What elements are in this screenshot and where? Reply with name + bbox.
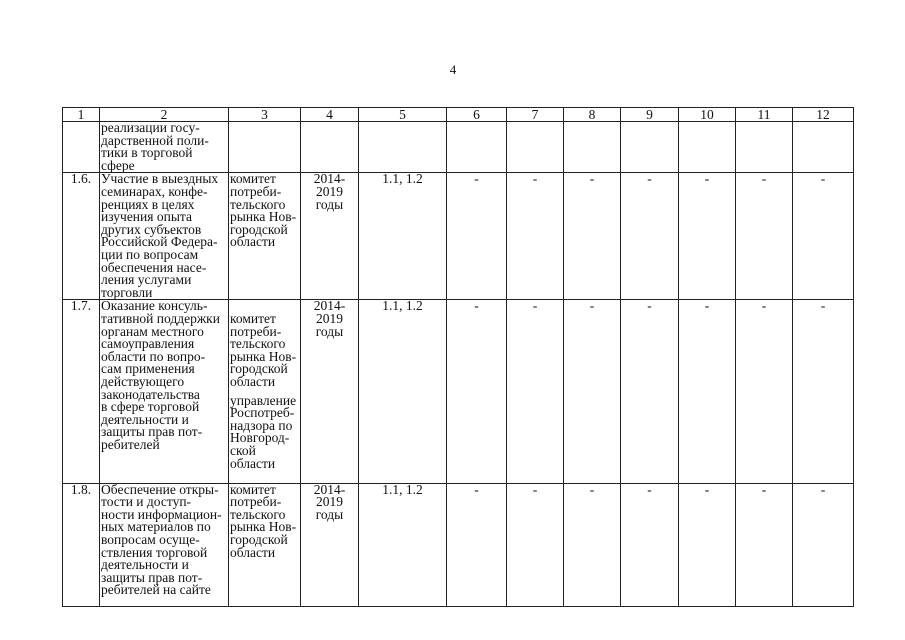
- header-cell: 9: [621, 108, 679, 122]
- item-value: -: [564, 483, 621, 606]
- item-description: Оказание консуль- тативной поддержки органам местного самоуправления области по вопро- сам применения действующего законодательства в сфере торговой деятельности и защиты прав пот- ребителей: [100, 300, 229, 483]
- item-value: -: [564, 173, 621, 300]
- header-cell: 4: [301, 108, 359, 122]
- item-executor: [229, 300, 301, 483]
- item-executor: комитет потреби- тельского рынка Нов- городской области: [229, 173, 301, 300]
- item-value: -: [736, 300, 793, 483]
- item-value: -: [736, 173, 793, 300]
- item-value: -: [507, 300, 564, 483]
- item-period: 2014- 2019 годы: [301, 483, 359, 606]
- item-value: -: [447, 483, 507, 606]
- table-row: [63, 173, 854, 300]
- header-cell: 2: [100, 108, 229, 122]
- program-table: [62, 107, 854, 607]
- item-value: -: [679, 173, 736, 300]
- item-value: -: [507, 483, 564, 606]
- item-value: -: [447, 173, 507, 300]
- item-period: 2014- 2019 годы: [301, 173, 359, 300]
- header-row: [63, 108, 854, 122]
- item-indicators: 1.1, 1.2: [359, 173, 447, 300]
- header-cell: 6: [447, 108, 507, 122]
- item-indicators: 1.1, 1.2: [359, 483, 447, 606]
- item-value: -: [736, 483, 793, 606]
- header-cell: 3: [229, 108, 301, 122]
- item-value: -: [793, 173, 854, 300]
- header-cell: 1: [63, 108, 100, 122]
- item-value: -: [447, 300, 507, 483]
- header-cell: 12: [793, 108, 854, 122]
- continuation-text: реализации госу- дарственной поли- тики в торговой сфере: [100, 122, 229, 173]
- page-number: 4: [449, 62, 457, 77]
- table-row: [63, 300, 854, 483]
- header-cell: 5: [359, 108, 447, 122]
- executor-primary: комитет потреби- тельского рынка Нов- городской области: [230, 310, 297, 389]
- item-number: 1.6.: [63, 173, 100, 300]
- table-row: [63, 483, 854, 606]
- executor-secondary: управление Роспотреб- надзора по Новгород- ской области: [230, 392, 297, 471]
- item-value: -: [564, 300, 621, 483]
- item-number: 1.8.: [63, 483, 100, 606]
- item-value: -: [679, 300, 736, 483]
- item-description: Обеспечение откры- тости и доступ- ности информацион- ных материалов по вопросам осуще- ствления торговой деятельности и защиты прав пот- ребителей на сайте: [100, 483, 229, 606]
- item-value: -: [621, 300, 679, 483]
- header-cell: 10: [679, 108, 736, 122]
- header-cell: 11: [736, 108, 793, 122]
- item-number: 1.7.: [63, 300, 100, 483]
- item-value: -: [621, 173, 679, 300]
- item-indicators: 1.1, 1.2: [359, 300, 447, 483]
- item-description: Участие в выездных семинарах, конфе- ренциях в целях изучения опыта других субъектов Российской Федера- ции по вопросам обеспечения насе- ления услугами торговли: [100, 173, 229, 300]
- item-value: -: [621, 483, 679, 606]
- item-value: -: [793, 483, 854, 606]
- item-value: -: [679, 483, 736, 606]
- header-cell: 8: [564, 108, 621, 122]
- header-cell: 7: [507, 108, 564, 122]
- item-value: -: [507, 173, 564, 300]
- item-period: 2014- 2019 годы: [301, 300, 359, 483]
- continuation-row: [63, 122, 854, 173]
- item-executor: комитет потреби- тельского рынка Нов- городской области: [229, 483, 301, 606]
- item-value: -: [793, 300, 854, 483]
